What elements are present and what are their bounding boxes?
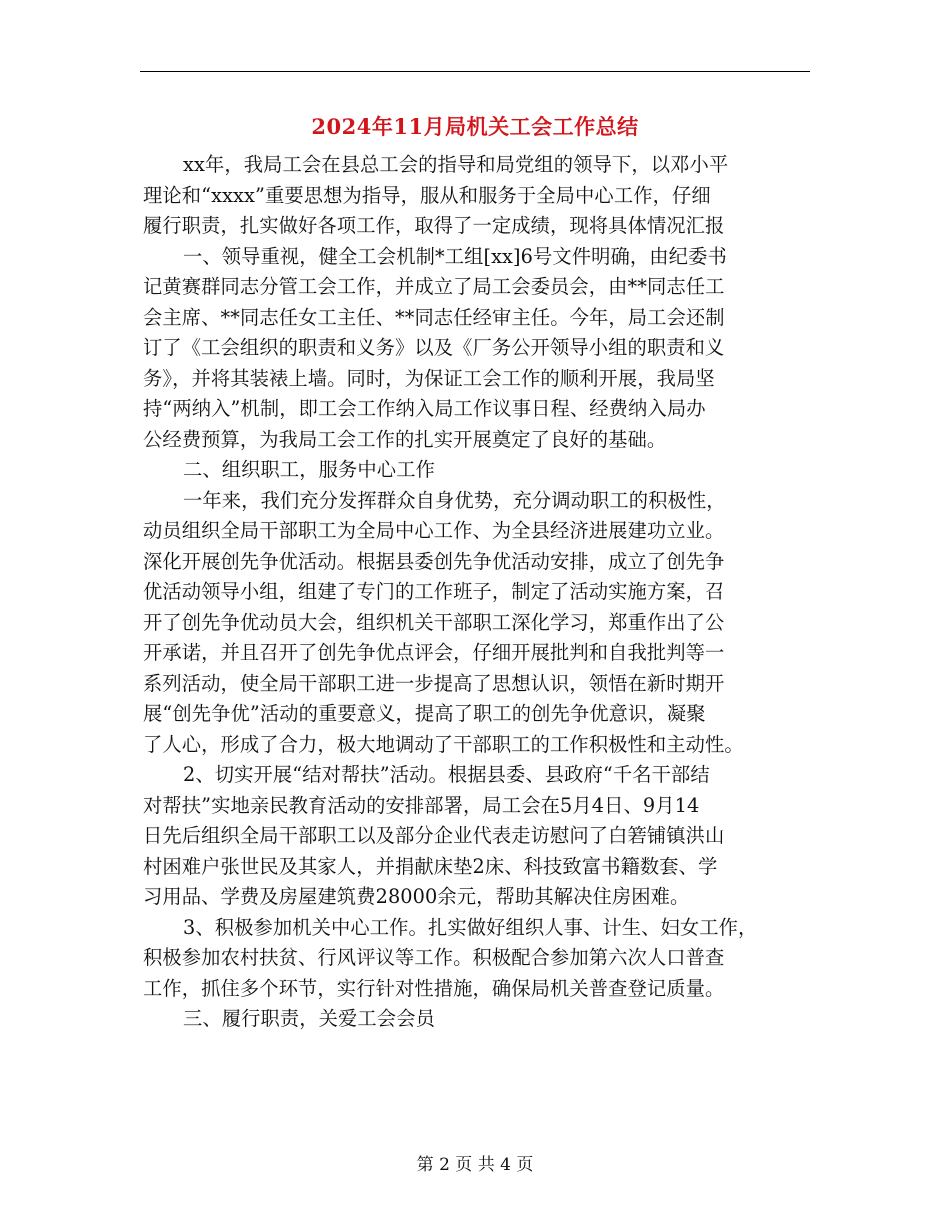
body-line: 对帮扶”实地亲民教育活动的安排部署，局工会在5月4日、9月14 <box>143 793 700 817</box>
body-line: 系列活动，使全局干部职工进一步提高了思想认识，领悟在新时期开 <box>143 671 725 695</box>
body-line: 三、履行职责，关爱工会会员 <box>183 1007 435 1030</box>
body-line: 3、积极参加机关中心工作。扎实做好组织人事、计生、妇女工作， <box>183 915 758 939</box>
body-line: 一、领导重视，健全工会机制*工组[xx]6号文件明确，由纪委书 <box>183 244 727 268</box>
body-line: 动员组织全局干部职工为全局中心工作、为全县经济进展建功立业。 <box>143 519 725 542</box>
body-line: 公经费预算，为我局工会工作的扎实开展奠定了良好的基础。 <box>143 427 667 451</box>
body-line: xx年，我局工会在县总工会的指导和局党组的领导下，以邓小平 <box>183 153 729 176</box>
body-line: 日先后组织全局干部职工以及部分企业代表走访慰问了白箬铺镇洪山 <box>143 824 725 847</box>
document-title: 2024年11月局机关工会工作总结 <box>311 114 639 139</box>
body-line: 优活动领导小组，组建了专门的工作班子，制定了活动实施方案，召 <box>143 580 725 603</box>
body-line: 2、切实开展“结对帮扶”活动。根据县委、县政府“千名干部结 <box>183 763 710 786</box>
body-line: 展“创先争优”活动的重要意义，提高了职工的创先争优意识，凝聚 <box>143 702 706 725</box>
body-line: 务》，并将其装裱上墙。同时，为保证工会工作的顺利开展，我局坚 <box>143 366 715 390</box>
body-line: 了人心，形成了合力，极大地调动了干部职工的工作积极性和主动性。 <box>143 732 744 756</box>
body-line: 开承诺，并且召开了创先争优点评会，仔细开展批判和自我批判等一 <box>143 641 725 664</box>
body-line: 记黄赛群同志分管工会工作，并成立了局工会委员会，由**同志任工 <box>143 275 725 298</box>
body-line: 会主席、**同志任女工主任、**同志任经审主任。今年，局工会还制 <box>143 305 725 329</box>
body-line: 积极参加农村扶贫、行风评议等工作。积极配合参加第六次人口普查 <box>143 946 725 969</box>
body-line: 工作，抓住多个环节，实行针对性措施，确保局机关普查登记质量。 <box>143 976 725 1000</box>
body-line: 二、组织职工，服务中心工作 <box>183 458 435 481</box>
body-line: 持“两纳入”机制，即工会工作纳入局工作议事日程、经费纳入局办 <box>143 397 706 420</box>
body-line: 履行职责，扎实做好各项工作，取得了一定成绩，现将具体情况汇报 <box>143 214 725 237</box>
document-body <box>143 150 823 1035</box>
body-line: 村困难户张世民及其家人，并捐献床垫2床、科技致富书籍数套、学 <box>143 854 718 878</box>
body-line: 订了《工会组织的职责和义务》以及《厂务公开领导小组的职责和义 <box>143 336 725 359</box>
body-line: 一年来，我们充分发挥群众自身优势，充分调动职工的积极性， <box>183 488 726 512</box>
body-line: 开了创先争优动员大会，组织机关干部职工深化学习，郑重作出了公 <box>143 610 725 634</box>
body-line: 理论和“xxxx”重要思想为指导，服从和服务于全局中心工作，仔细 <box>143 183 711 207</box>
header-rule <box>140 71 810 72</box>
body-line: 深化开展创先争优活动。根据县委创先争优活动安排，成立了创先争 <box>143 549 725 573</box>
body-line: 习用品、学费及房屋建筑费28000余元，帮助其解决住房困难。 <box>143 885 690 908</box>
page-footer: 第 2 页 共 4 页 <box>416 1155 534 1175</box>
